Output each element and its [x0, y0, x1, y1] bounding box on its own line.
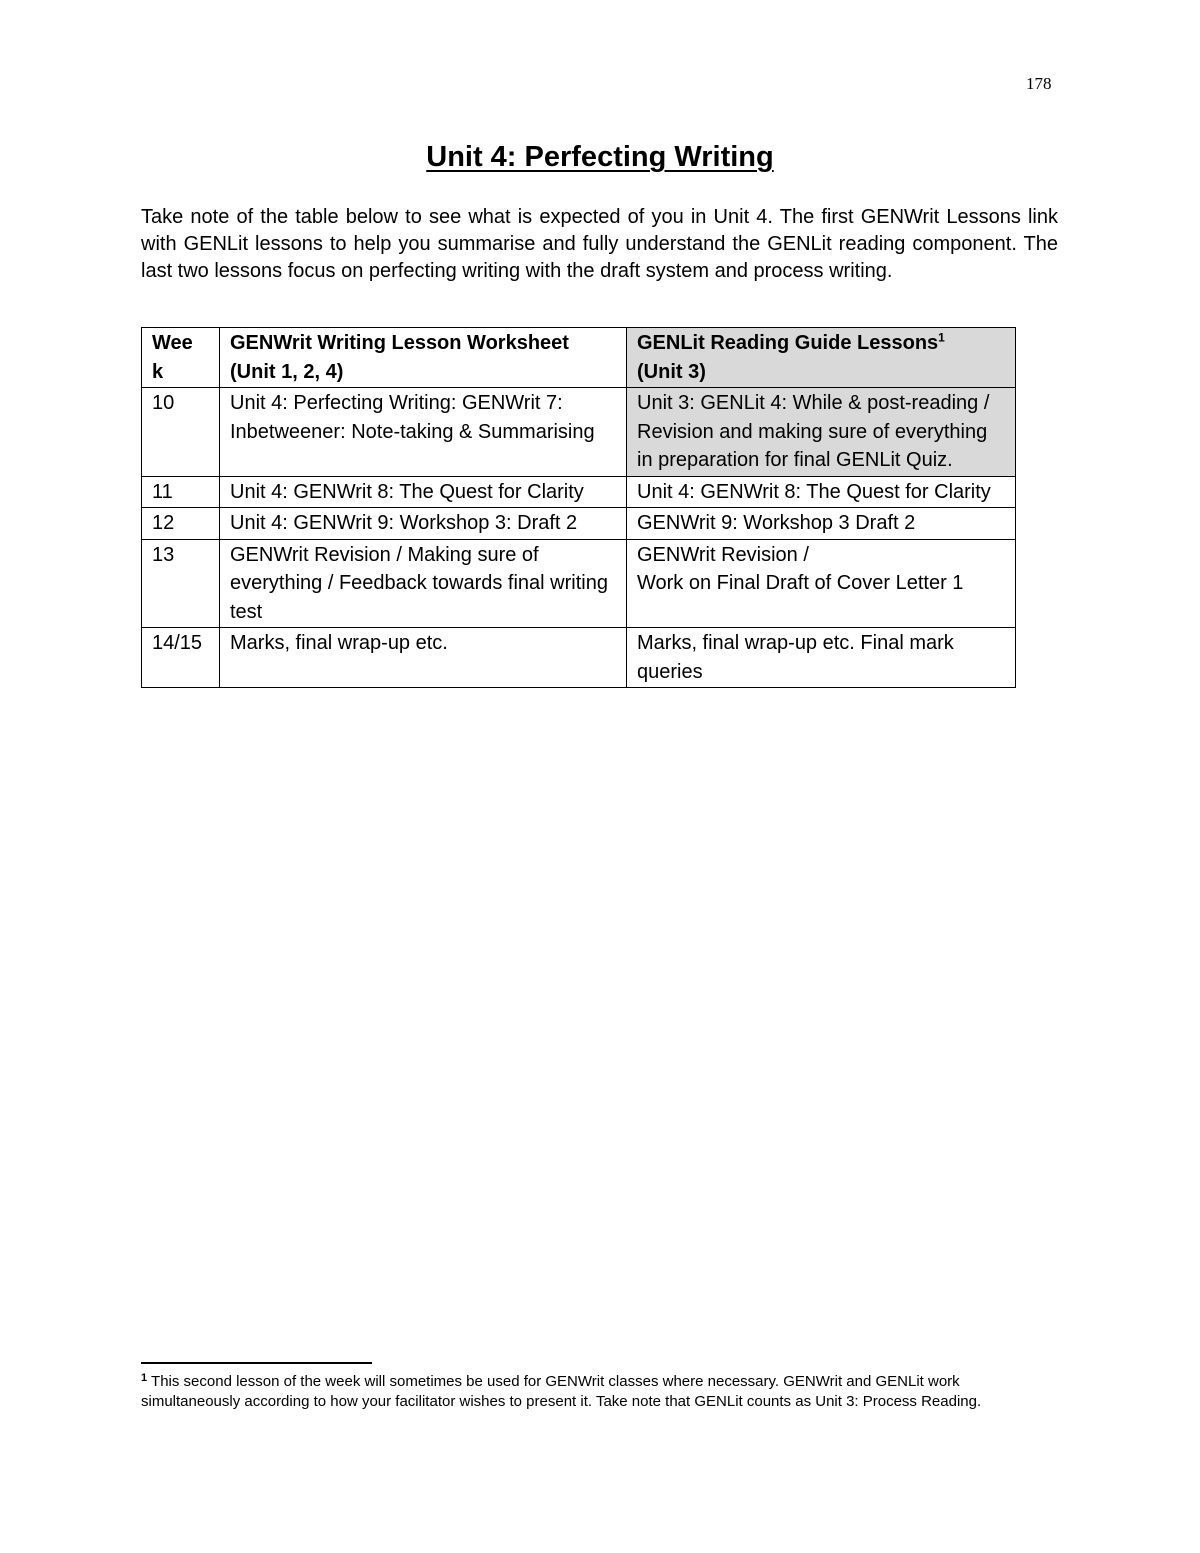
footnote-reference: 1: [938, 330, 945, 345]
header-week-line1: Wee: [152, 332, 193, 354]
schedule-table: [141, 327, 1016, 688]
cell-week: 13: [142, 539, 220, 628]
table-row: [142, 388, 1016, 477]
page-title: Unit 4: Perfecting Writing: [426, 141, 774, 173]
cell-week: 14/15: [142, 628, 220, 688]
footnote-marker: 1: [141, 1372, 148, 1384]
header-genwrit-line2: (Unit 1, 2, 4): [230, 360, 344, 383]
header-week: [142, 328, 220, 388]
cell-genwrit: Unit 4: GENWrit 8: The Quest for Clarity: [220, 476, 627, 508]
cell-genwrit: GENWrit Revision / Making sure of everything / Feedback towards final writing test: [220, 539, 627, 628]
cell-genwrit: Unit 4: GENWrit 9: Workshop 3: Draft 2: [220, 508, 627, 540]
cell-genlit: GENWrit 9: Workshop 3 Draft 2: [627, 508, 1016, 540]
header-genlit-line1: [637, 329, 1005, 358]
page-number: 178: [1026, 74, 1052, 93]
cell-genlit-line2: Work on Final Draft of Cover Letter 1: [637, 572, 964, 594]
header-week-line2: k: [152, 360, 164, 383]
header-genwrit-line1: GENWrit Writing Lesson Worksheet: [230, 332, 569, 354]
footnote: [141, 1372, 1041, 1412]
header-genlit: [627, 328, 1016, 388]
cell-week: 12: [142, 508, 220, 540]
table-row: [142, 508, 1016, 540]
header-genlit-line2: (Unit 3): [637, 360, 706, 383]
cell-genlit-line1: GENWrit Revision /: [637, 543, 809, 566]
intro-paragraph: Take note of the table below to see what is expected of you in Unit 4. The first GENWrit Lessons link with GENLit lessons to help you summarise and fully understand the GENLit reading component. The last two lessons focus on perfecting writing with the draft system and process writing.: [141, 206, 1058, 282]
cell-week: 11: [142, 476, 220, 508]
footnote-separator: [141, 1362, 372, 1364]
cell-week: 10: [142, 388, 220, 477]
cell-genlit: Marks, final wrap-up etc. Final mark queries: [627, 628, 1016, 688]
table-row: [142, 539, 1016, 628]
cell-genwrit: Unit 4: Perfecting Writing: GENWrit 7: Inbetweener: Note-taking & Summarising: [220, 388, 627, 477]
table-row: [142, 476, 1016, 508]
header-genlit-text: GENLit Reading Guide Lessons: [637, 332, 939, 354]
cell-genlit: [627, 539, 1016, 628]
cell-genlit: Unit 3: GENLit 4: While & post-reading / Revision and making sure of everything in preparation for final GENLit Quiz.: [627, 388, 1016, 477]
header-genwrit: [220, 328, 627, 388]
cell-genlit: Unit 4: GENWrit 8: The Quest for Clarity: [627, 476, 1016, 508]
table-header-row: [142, 328, 1016, 388]
table-row: [142, 628, 1016, 688]
footnote-text: This second lesson of the week will sometimes be used for GENWrit classes where necessary. GENWrit and GENLit work simultaneously according to how your facilitator wishes to present it. Take note that GENLit counts as Unit 3: Process Reading.: [141, 1373, 982, 1410]
cell-genwrit: Marks, final wrap-up etc.: [220, 628, 627, 688]
